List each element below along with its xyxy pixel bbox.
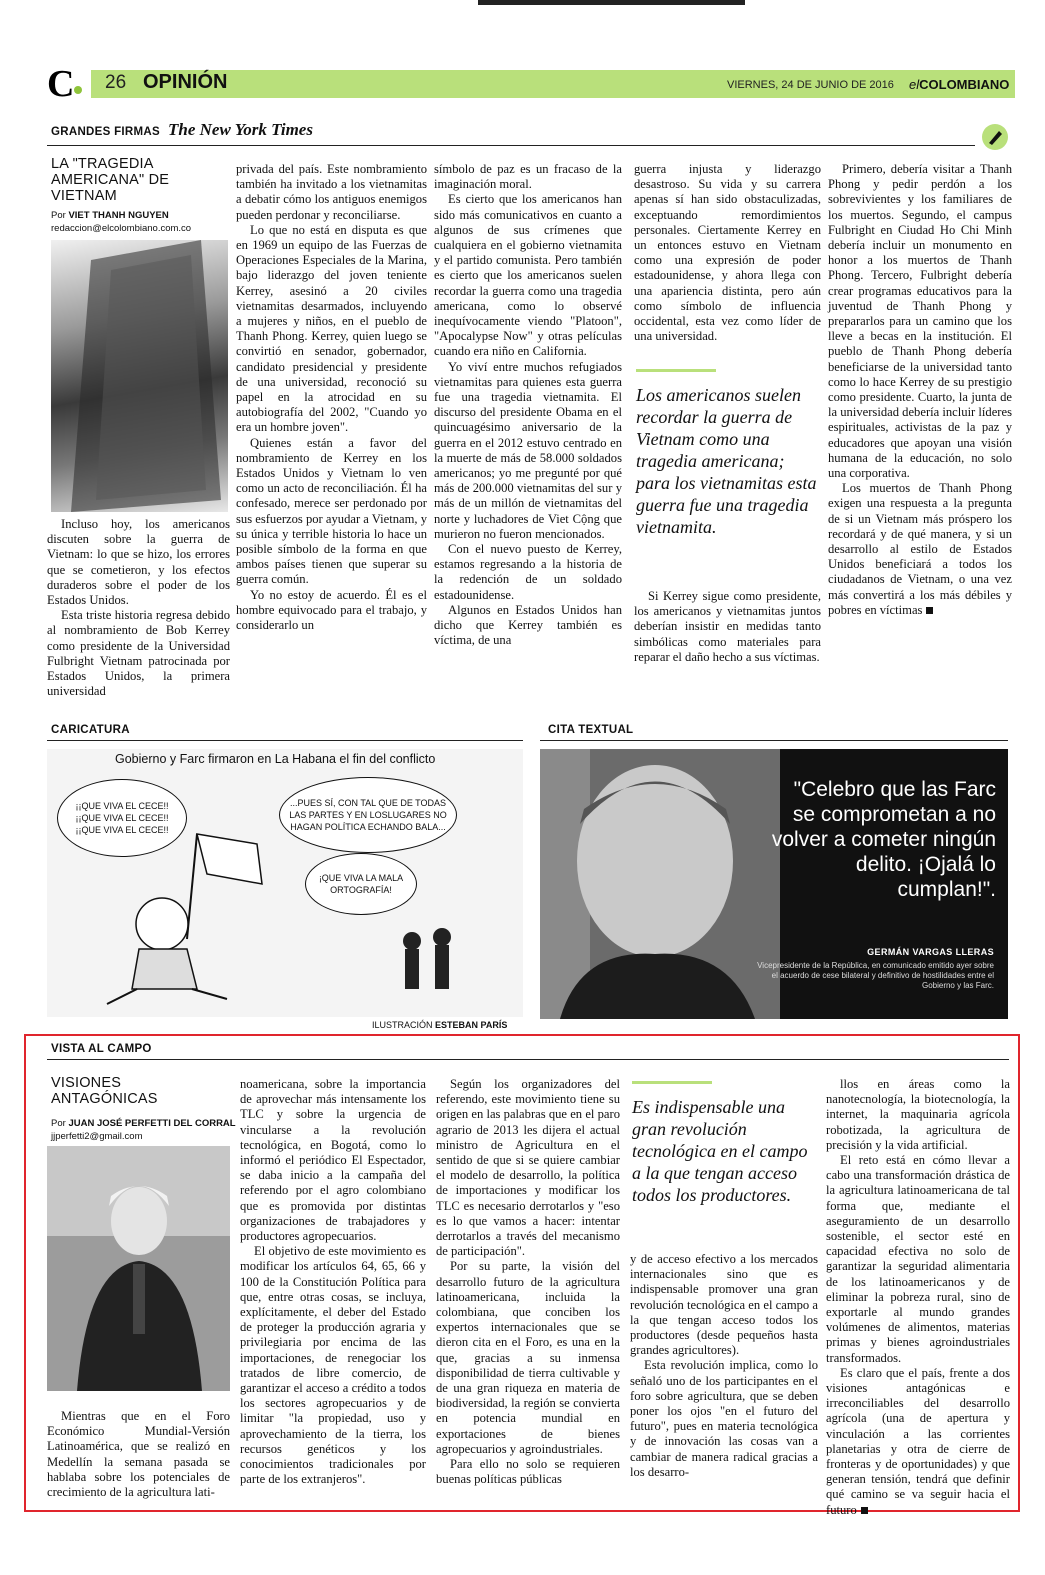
paragraph: Con el nuevo puesto de Kerrey, estamos regresando a la historia de la redención de un soldado estadounidense. <box>434 542 622 602</box>
masthead <box>47 63 1015 105</box>
cartoon-bubble-2: ...PUES SÍ, CON TAL QUE DE TODAS LAS PARTES Y EN LOSLUGARES NO HAGAN POLÍTICA ECHANDO BALA... <box>279 777 457 853</box>
article2-col4 <box>630 1252 818 1480</box>
cita-box <box>540 749 1008 1019</box>
paragraph: Incluso hoy, los americanos discuten sobre la guerra de Vietnam: lo que se hizo, los errores que se cometieron, y los efectos duraderos sobre el poder de los Estados Unidos. <box>47 517 230 608</box>
portrait-photo <box>540 749 780 1019</box>
author-name: VIET THANH NGUYEN <box>68 210 169 221</box>
article2-col5 <box>826 1077 1010 1518</box>
nyt-logo: The New York Times <box>168 120 313 139</box>
article1-col4-top <box>634 162 821 344</box>
paragraph: Lo que no está en disputa es que en 1969 un equipo de las Fuerzas de Operaciones Especiales de la Marina, bajo liderazgo del joven teniente Kerrey, asesinó a 20 civiles vietnamitas desarmados, incluyendo a mujeres y niños, en el pueblo de Thanh Phong. Kerrey, quien luego se convirtió en senador, gobernador, candidato presidencial y presidente de una universidad, reconoció su papel en la atrocidad en su autobiografía del 2002, "Cuando yo era un hombre joven". <box>236 222 427 435</box>
article2-rule <box>47 1059 1009 1060</box>
end-mark-icon <box>926 607 933 614</box>
cartoon-bubble-1: ¡¡QUE VIVA EL CECE!! ¡¡QUE VIVA EL CECE!! ¡¡QUE VIVA EL CECE!! <box>57 779 187 857</box>
paragraph: noamericana, sobre la importancia de aprovechar más intensamente los TLC y sobre la urgencia de vincularse a la revolución tecnológica, en Bogotá, como lo informó el periódico El Espectador, se daba inicio a la campaña del referendo por el agro colombiano que es promovida por distintas organizaciones de trabajadores y productores agropecuarios. <box>240 1077 426 1244</box>
paragraph: guerra injusta y liderazgo desastroso. Su vida y su carrera apenas sí han sido obstaculizadas, exceptuando remordimientos personales. Ciertamente Kerrey en un entonces estuvo en Vietnam como una expresión de poder estadounidense, y ahora llega con una apariencia distinta, pero aún como símbolo de influencia occidental, esta vez como líder de una universidad. <box>634 162 821 344</box>
article1-col3 <box>434 162 622 649</box>
article1-email: redaccion@elcolombiano.com.co <box>51 223 192 234</box>
paragraph: y de acceso efectivo a los mercados internacionales sino que es indispensable promover una gran revolución tecnológica en el campo a la que tengan acceso todos los productores (desde pequeños hasta grandes agricultores). <box>630 1252 818 1358</box>
paragraph: privada del país. Este nombramiento también ha invitado a los vietnamitas a debatir cómo los antiguos enemigos pueden perdonar y reconciliarse. <box>236 162 427 222</box>
paragraph: El reto está en cómo llevar a cabo una transformación drástica de la agricultura latinoamericana de tal forma que, mediante el aseguramiento de un desarrollo sostenible, el sector esté en capacidad efectiva no solo de garantizar la seguridad alimentaria de los latinoamericanos y de eliminar la pobreza rural, sino de exportarle al mundo grandes volúmenes de alimentos, materias primas y bienes agroindustriales transformados. <box>826 1153 1010 1365</box>
paper-name <box>909 77 1009 92</box>
paper-title: COLOMBIANO <box>919 77 1010 92</box>
cartoon-drawing <box>47 749 523 1017</box>
page-number: 26 <box>105 72 127 93</box>
cita-quote: "Celebro que las Farc se comprometan a no volver a cometer ningún delito. ¡Ojalá lo cumplan!". <box>771 778 996 901</box>
dateline: VIERNES, 24 DE JUNIO DE 2016 <box>727 79 894 91</box>
article2-col3 <box>436 1077 620 1487</box>
caricatura-rule <box>47 740 523 741</box>
paragraph: Es claro que el país, frente a dos visiones antagónicas e irreconciliables del desarrollo agrícola (una de apertura y vinculación a las corrientes planetarias y otra de cierre de fronteras y de oportunidades) y que generan tensión, tendrá que definir qué camino se va seguir hacia el futuro <box>826 1365 1010 1517</box>
paragraph: Esta triste historia regresa debido al nombramiento de Bob Kerrey como presidente de la Universidad Fulbright Vietnam patrocinada por Estados Unidos, la primera universidad <box>47 608 230 699</box>
building-photo <box>51 240 228 512</box>
paragraph: Para ello no solo se requieren buenas políticas públicas <box>436 1457 620 1487</box>
article1-kicker: GRANDES FIRMAS <box>51 126 160 138</box>
paragraph: Quienes están a favor del nombramiento de Kerrey en los Estados Unidos y Vietnam lo ven como un acto de reconciliación. Él ha confesado, merece ser perdonado por sus esfuerzos por ayudar a Vietnam, y su única y terrible historia lo hace un posible símbolo de la forma en que ambos países tienen que superar su guerra común. <box>236 435 428 587</box>
logo: C <box>47 63 75 105</box>
article2-col2 <box>240 1077 426 1487</box>
paragraph: Yo viví entre muchos refugiados vietnamitas para quienes esta guerra fue una tragedia vietnamita. El discurso del presidente Obama en el quincuagésimo aniversario de la guerra en el 2012 estuvo centrado en la muerte de más de 58.000 soldados americanos; yo me pregunté por qué más de 200.000 vietnamitas del sur y más de un millón de vietnamitas del norte y luchadores de Viet Cộng que murieron no fueron mencionados. <box>434 359 622 541</box>
cita-name: GERMÁN VARGAS LLERAS <box>867 947 994 957</box>
article1-col2 <box>236 162 427 633</box>
author-name-2: JUAN JOSÉ PERFETTI DEL CORRAL <box>68 1118 236 1129</box>
paragraph: Los muertos de Thanh Phong exigen una respuesta a la pregunta de si un Vietnam más próspero los recordará y de qué manera, y si un desarrollo al estilo de Estados Unidos beneficiará a todos los ciudadanos de Vietnam, o una vez más convertirá a los más débiles y pobres en víctimas <box>828 481 1012 617</box>
credit-prefix: ILUSTRACIÓN <box>372 1020 433 1030</box>
paragraph: Según los organizadores del referendo, este movimiento tiene su origen en las palabras que en el paro agrario de 2013 les dijera el actual ministro de Agricultura en el sentido de que si se quiere cambiar el modelo de desarrollo, la política de importaciones y modificar los TLC es necesario derrotarlos y "eso es lo que vamos a hacer: intentar derrotarlos a través del mecanismo de participación". <box>436 1077 620 1259</box>
credit-name: ESTEBAN PARÍS <box>435 1020 508 1030</box>
article1-col1 <box>47 517 230 699</box>
byline-prefix: Por <box>51 210 66 221</box>
pull-quote-mark <box>636 369 716 372</box>
paragraph: Es cierto que los americanos han sido más comunicativos en cuanto a algunos de sus crímenes que cualquiera en el gobierno vietnamita y el partido comunista. Pero también es cierto que los americanos suelen recordar la guerra como una tragedia americana, como lo observé inequívocamente viendo "Platoon", "Apocalypse Now" y otras películas cuando era niño en California. <box>434 192 622 359</box>
cartoon <box>47 749 523 1017</box>
cita-role: Vicepresidente de la República, en comunicado emitido ayer sobre el acuerdo de cese bilateral y definitivo de hostilidades entre el Gobierno y las Farc. <box>757 961 994 990</box>
top-rule <box>478 0 745 5</box>
article2-email: jjperfetti2@gmail.com <box>51 1131 143 1142</box>
paragraph: Por su parte, la visión del desarrollo futuro de la agricultura latinoamericana, incluida la colombiana, que conciben los expertos internacionales que se dieron cita en el Foro, es una en la que, gracias a su inmensa disponibilidad de tierra cultivable y de una gran riqueza en materia de biodiversidad, la región se convierta en potencia mundial en exportaciones de bienes agropecuarios y agroindustriales. <box>436 1259 620 1456</box>
article1-col5 <box>828 162 1012 618</box>
paragraph: El objetivo de este movimiento es modificar los artículos 64, 65, 66 y 100 de la Constitución Política para que, entre otras cosas, se incluya, explícitamente, el deber del Estado de proteger la producción agraria y privilegiaria por encima de las importaciones, de renegociar los tratados de libre comercio, de garantizar el acceso a crédito a todos los sectores agropecuarios y de limitar "la propiedad, uso y aprovechamiento de la tierra, los recursos genéticos y los conocimientos tradicionales por parte de los extranjeros". <box>240 1244 426 1487</box>
author-photo <box>47 1146 230 1391</box>
paragraph: Yo no estoy de acuerdo. Él es el hombre equivocado para el trabajo, y considerarlo un <box>236 587 427 633</box>
paper-prefix: el <box>909 77 920 92</box>
paragraph: Algunos en Estados Unidos han dicho que Kerrey también es víctima, de una <box>434 602 622 648</box>
logo-dot-icon <box>74 86 82 94</box>
cita-rule <box>540 740 1008 741</box>
article2-byline <box>51 1118 236 1130</box>
paragraph: llos en áreas como la nanotecnología, la biotecnología, la internet, la maquinaria agrícola robotizada, la agricultura de precisión y la vida artificial. <box>826 1077 1010 1152</box>
article2-headline: VISIONES ANTAGÓNICAS <box>51 1075 158 1107</box>
article2-pull-quote: Es indispensable una gran revolución tecnológica en el campo a la que tengan acceso todos los productores. <box>632 1097 808 1205</box>
paragraph: símbolo de paz es un fracaso de la imaginación moral. <box>434 162 622 192</box>
article2-kicker: VISTA AL CAMPO <box>51 1043 152 1055</box>
cartoon-headline: Gobierno y Farc firmaron en La Habana el fin del conflicto <box>115 752 436 766</box>
article2-col1 <box>47 1409 230 1500</box>
section-title: OPINIÓN <box>143 71 228 93</box>
paragraph: Primero, debería visitar a Thanh Phong y pedir perdón a los sobrevivientes y los familiares de los muertos. Segundo, el campus Fulbright en Ciudad Ho Chi Minh debería incluir un monumento en honor a los muertos de Thanh Phong. Tercero, Fulbright debería crear programas educativos para la juventud de Thanh Phong y prepararlos para un camino que los lleve a becas en la institución. El pueblo de Thanh Phong debería beneficiarse de la universidad tanto como lo hace Kerrey de su prestigio como presidente. Cuarto, la junta de la universidad debería incluir líderes espirituales, activistas de la paz y educadores que apoyan una visión humana de la educación, no solo una corporativa. <box>828 162 1012 481</box>
cita-kicker: CITA TEXTUAL <box>548 724 634 736</box>
article1-byline <box>51 210 169 222</box>
cartoon-bubble-3: ¡QUE VIVA LA MALA ORTOGRAFÍA! <box>305 853 417 915</box>
pull-quote-mark-2 <box>632 1081 712 1084</box>
article1-headline: LA "TRAGEDIA AMERICANA" DE VIETNAM <box>51 156 170 204</box>
paragraph: Mientras que en el Foro Económico Mundial-Versión Latinoamérica, que se realizó en Medellín la semana pasada se hablaba sobre los potenciales de crecimiento de la agricultura lati- <box>47 1409 230 1500</box>
article1-top-rule <box>47 145 975 146</box>
cartoon-credit <box>372 1020 507 1030</box>
article1-col4-bottom <box>634 589 821 665</box>
pen-icon <box>982 124 1008 150</box>
paragraph: Esta revolución implica, como lo señaló uno de los participantes en el foro sobre agricultura, que se deben poner los ojos "en el futuro del futuro", pues en materia tecnológica y de innovación las cosas van a cambiar de manera radical gracias a los desarro- <box>630 1358 818 1479</box>
byline-prefix-2: Por <box>51 1118 66 1129</box>
article1-pull-quote: Los americanos suelen recordar la guerra de Vietnam como una tragedia americana; para los vietnamitas esta guerra fue una tragedia vietnamita. <box>636 385 817 537</box>
caricatura-kicker: CARICATURA <box>51 724 130 736</box>
paragraph: Si Kerrey sigue como presidente, los americanos y vietnamitas juntos deberían insistir en medidas tanto simbólicas como materiales para reparar el daño hecho a sus víctimas. <box>634 589 821 664</box>
end-mark-icon <box>861 1507 868 1514</box>
